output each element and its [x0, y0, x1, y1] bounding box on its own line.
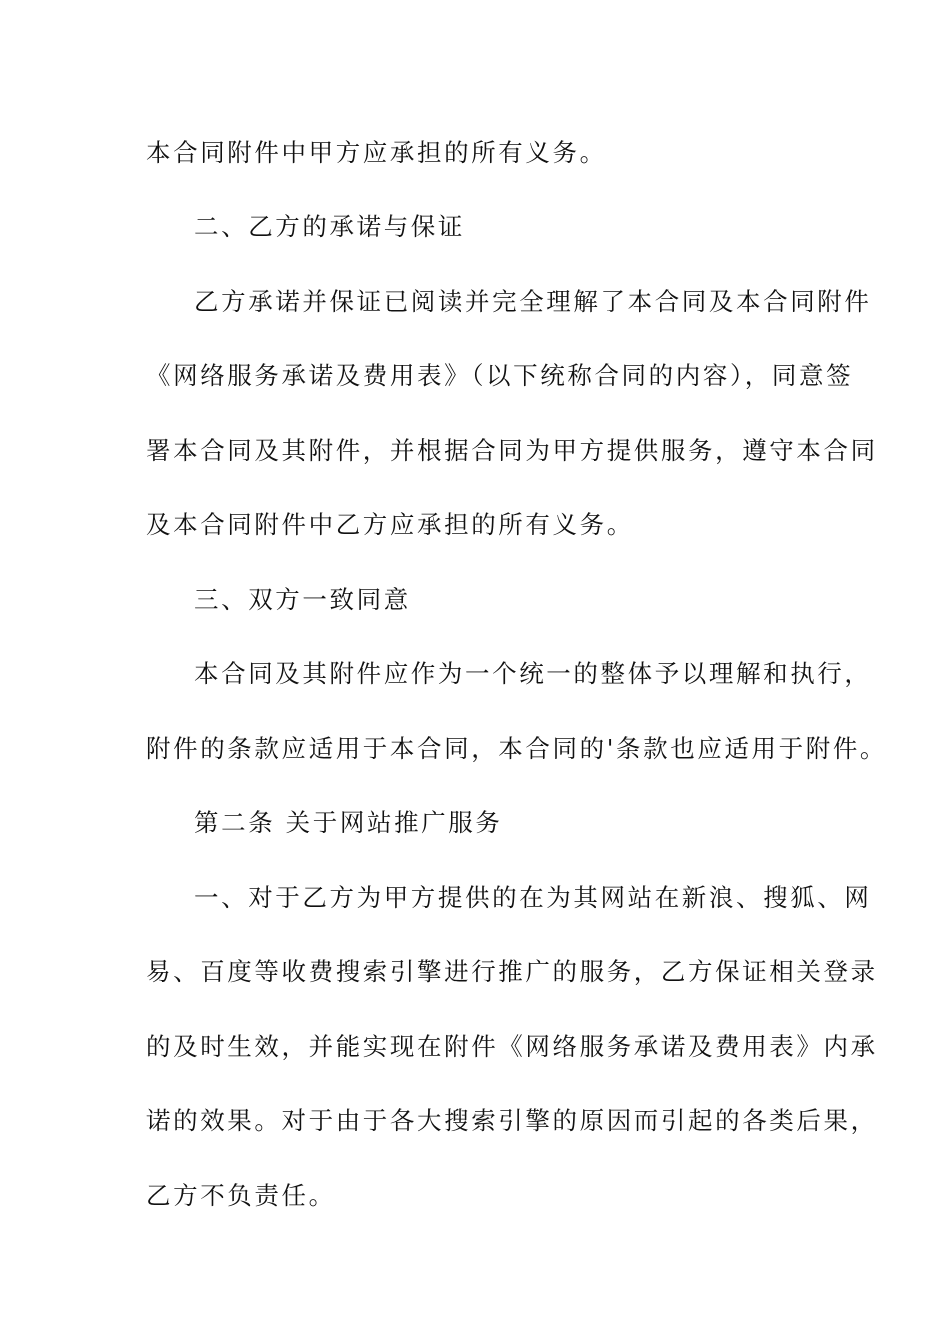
section-heading: 三、双方一致同意 — [194, 585, 411, 614]
paragraph-line: 易、百度等收费搜索引擎进行推广的服务，乙方保证相关登录 — [146, 957, 878, 986]
paragraph-line: 署本合同及其附件，并根据合同为甲方提供服务，遵守本合同 — [146, 436, 878, 465]
paragraph-line: 《网络服务承诺及费用表》（以下统称合同的内容），同意签 — [146, 361, 854, 390]
paragraph-line: 本合同附件中甲方应承担的所有义务。 — [146, 138, 607, 167]
paragraph-line: 一、对于乙方为甲方提供的在为其网站在新浪、搜狐、网 — [194, 883, 872, 912]
paragraph-line: 本合同及其附件应作为一个统一的整体予以理解和执行， — [194, 659, 872, 688]
article-heading: 第二条 关于网站推广服务 — [194, 808, 503, 837]
paragraph-line: 诺的效果。对于由于各大搜索引擎的原因而引起的各类后果， — [146, 1106, 878, 1135]
paragraph-line: 的及时生效，并能实现在附件《网络服务承诺及费用表》内承 — [146, 1032, 878, 1061]
paragraph-line: 附件的条款应适用于本合同，本合同的'条款也应适用于附件。 — [146, 734, 888, 763]
section-heading: 二、乙方的承诺与保证 — [194, 212, 465, 241]
paragraph-line: 乙方不负责任。 — [146, 1181, 336, 1210]
paragraph-line: 乙方承诺并保证已阅读并完全理解了本合同及本合同附件 — [194, 287, 872, 316]
paragraph-line: 及本合同附件中乙方应承担的所有义务。 — [146, 510, 634, 539]
